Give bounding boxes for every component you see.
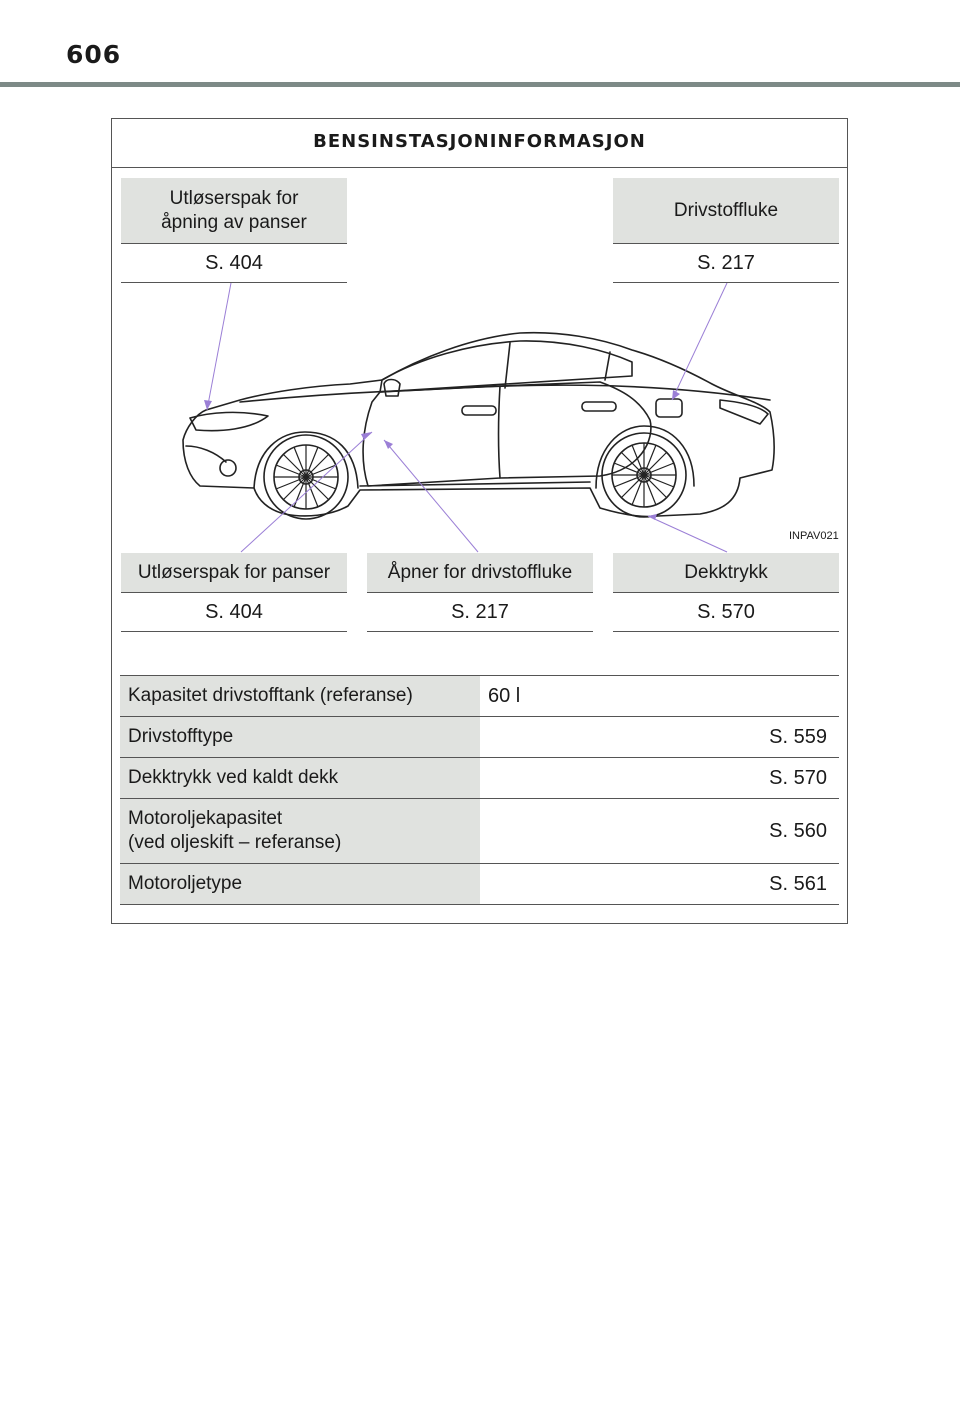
spec-label: Dekktrykk ved kaldt dekk (120, 758, 480, 798)
rear-door-outline (500, 382, 651, 478)
spec-table (120, 675, 839, 905)
spec-value: S. 561 (769, 872, 827, 895)
table-row (120, 676, 839, 717)
table-row (120, 864, 839, 905)
car-body-outline (183, 333, 774, 517)
callout-page-ref: S. 217 (613, 244, 839, 283)
callout-label: Utløserspak for panser (121, 553, 347, 593)
callout-page-ref: S. 570 (613, 593, 839, 632)
callout-label: Dekktrykk (613, 553, 839, 593)
callout-fuel-door-opener (367, 553, 593, 632)
spec-value: S. 560 (769, 819, 827, 842)
panel-title: BENSINSTASJONINFORMASJON (112, 119, 847, 168)
front-door-outline (363, 386, 500, 486)
callout-hood-lever (121, 553, 347, 632)
table-row (120, 717, 839, 758)
spec-label: Drivstofftype (120, 717, 480, 757)
spec-value: S. 570 (769, 766, 827, 789)
spec-label: Motoroljekapasitet (ved oljeskift – referanse) (120, 799, 480, 863)
callout-fuel-door (613, 178, 839, 283)
spec-value: S. 559 (769, 725, 827, 748)
spec-label: Motoroljetype (120, 864, 480, 904)
page-number: 606 (66, 40, 122, 69)
callout-label: Drivstoffluke (613, 178, 839, 244)
callout-page-ref: S. 217 (367, 593, 593, 632)
table-row (120, 799, 839, 864)
callout-hood-release-lever (121, 178, 347, 283)
callout-label: Åpner for drivstoffluke (367, 553, 593, 593)
figure-code: INPAV021 (789, 530, 839, 542)
callout-page-ref: S. 404 (121, 244, 347, 283)
spec-value: 60 l (488, 684, 521, 707)
callout-tire-pressure (613, 553, 839, 632)
spec-label: Kapasitet drivstofftank (referanse) (120, 676, 480, 716)
callout-page-ref: S. 404 (121, 593, 347, 632)
fuel-flap-shape (656, 399, 682, 417)
table-row (120, 758, 839, 799)
callout-label: Utløserspak for åpning av panser (121, 178, 347, 244)
